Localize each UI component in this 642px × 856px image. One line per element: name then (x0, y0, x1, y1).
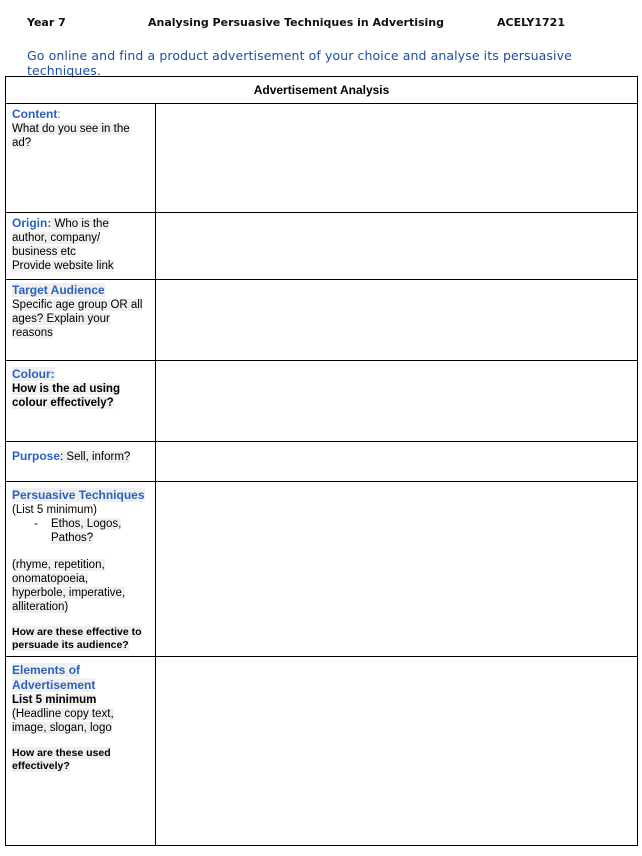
bullet-item: - Ethos, Logos, Pathos? (34, 518, 122, 544)
instruction-text: Go online and find a product advertisement of your choice and analyse its persuasive techniques. (27, 48, 572, 78)
row-purpose (6, 442, 638, 482)
elements-answer-cell[interactable] (156, 657, 638, 846)
curriculum-code: ACELY1721 (497, 16, 565, 29)
row-colour (6, 361, 638, 442)
purpose-heading: Purpose (12, 449, 61, 463)
year-label: Year 7 (27, 16, 66, 29)
elements-heading-line1: Elements of (12, 663, 81, 677)
audience-label-cell: Target Audience Specific age group OR all ages? Explain your reasons (6, 280, 156, 361)
techniques-answer-cell[interactable] (156, 482, 638, 657)
colour-label-cell: Colour: How is the ad using colour effectively? (6, 361, 156, 442)
origin-label-cell: Origin: Who is the author, company/ business etc Provide website link (6, 213, 156, 280)
analysis-table (5, 76, 638, 846)
audience-answer-cell[interactable] (156, 280, 638, 361)
content-label-cell: Content: What do you see in the ad? (6, 104, 156, 213)
table-title-row (6, 77, 638, 104)
origin-answer-cell[interactable] (156, 213, 638, 280)
techniques-label-cell: Persuasive Techniques (List 5 minimum) - Ethos, Logos, Pathos? (rhyme, repetition, onomatopoeia, hyperbole, imperative, alliteration) How are these effective to persuade its audience? (6, 482, 156, 657)
content-heading: Content: (12, 107, 61, 121)
elements-label-cell: Elements of Advertisement List 5 minimum (Headline copy text, image, slogan, logo How are these used effectively? (6, 657, 156, 846)
techniques-heading: Persuasive Techniques (12, 488, 145, 502)
purpose-answer-cell[interactable] (156, 442, 638, 482)
content-answer-cell[interactable] (156, 104, 638, 213)
colour-answer-cell[interactable] (156, 361, 638, 442)
audience-heading: Target Audience (12, 283, 105, 297)
row-origin (6, 213, 638, 280)
origin-heading: Origin: (12, 216, 52, 230)
elements-heading-line2: Advertisement (12, 678, 96, 692)
table-title: Advertisement Analysis (6, 77, 638, 104)
purpose-label-cell: Purpose: Sell, inform? (6, 442, 156, 482)
colour-heading: Colour: (12, 367, 55, 381)
row-elements (6, 657, 638, 846)
worksheet-title: Analysing Persuasive Techniques in Advertising (148, 16, 445, 29)
row-persuasive-techniques (6, 482, 638, 657)
row-target-audience (6, 280, 638, 361)
row-content (6, 104, 638, 213)
